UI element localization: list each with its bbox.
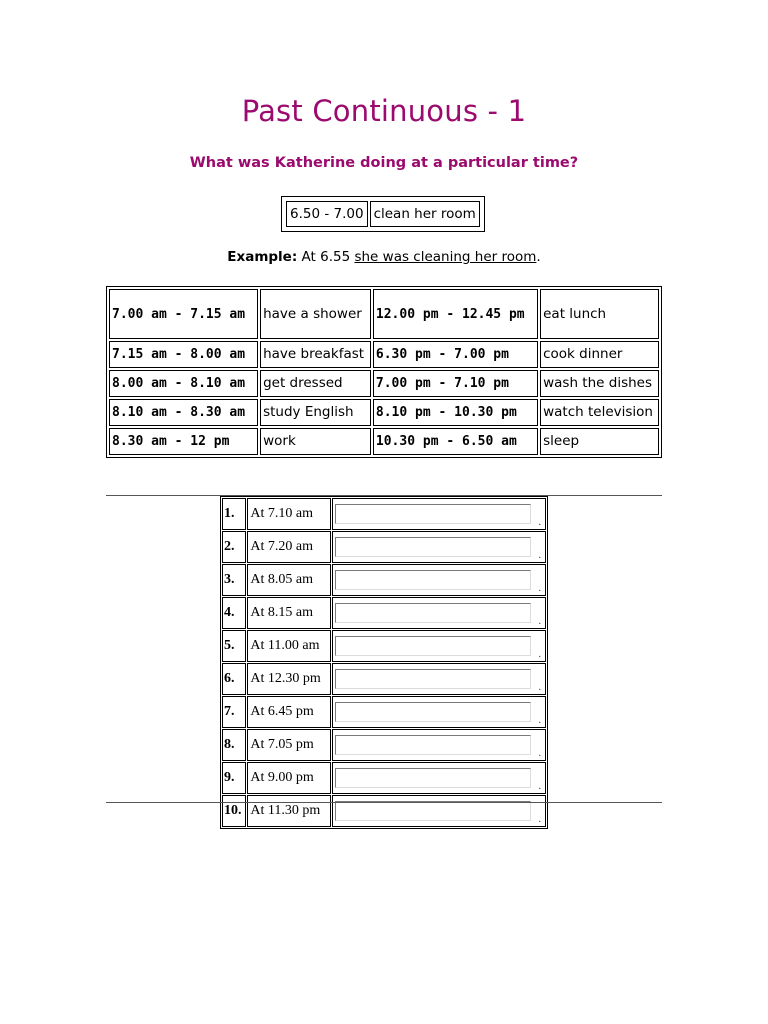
example-answer: she was cleaning her room — [354, 249, 537, 265]
example-end: . — [536, 249, 541, 265]
schedule-activity: work — [260, 428, 371, 455]
sentence-end: . — [538, 583, 541, 594]
sentence-end: . — [538, 781, 541, 792]
schedule-time: 7.00 am - 7.15 am — [109, 289, 258, 339]
example-row — [286, 201, 480, 227]
exercise-time: At 7.20 am — [247, 531, 331, 563]
exercise-answer-cell — [332, 564, 546, 596]
schedule-time: 12.00 pm - 12.45 pm — [373, 289, 538, 339]
answer-input-7[interactable] — [335, 702, 531, 722]
exercise-row — [222, 663, 546, 695]
exercise-answer-cell — [332, 795, 546, 827]
sentence-end: . — [538, 517, 541, 528]
answer-input-10[interactable] — [335, 801, 531, 821]
schedule-activity: have a shower — [260, 289, 371, 339]
schedule-table — [106, 286, 662, 458]
schedule-row — [109, 341, 659, 368]
sentence-end: . — [538, 682, 541, 693]
schedule-activity: study English — [260, 399, 371, 426]
sentence-end: . — [538, 715, 541, 726]
exercise-number: 10. — [222, 795, 246, 827]
page-subtitle: What was Katherine doing at a particular time? — [189, 155, 579, 171]
exercise-row — [222, 564, 546, 596]
sentence-end: . — [538, 649, 541, 660]
exercise-answer-cell — [332, 630, 546, 662]
sentence-end: . — [538, 616, 541, 627]
example-lead: At 6.55 — [297, 249, 355, 265]
exercise-time: At 8.05 am — [247, 564, 331, 596]
exercise-number: 6. — [222, 663, 246, 695]
answer-input-2[interactable] — [335, 537, 531, 557]
page-title: Past Continuous - 1 — [241, 94, 527, 128]
exercise-time: At 9.00 pm — [247, 762, 331, 794]
example-box — [281, 196, 485, 232]
schedule-time: 10.30 pm - 6.50 am — [373, 428, 538, 455]
exercise-row — [222, 531, 546, 563]
exercise-number: 7. — [222, 696, 246, 728]
exercise-row — [222, 795, 546, 827]
schedule-activity: cook dinner — [540, 341, 659, 368]
exercise-answer-cell — [332, 498, 546, 530]
answer-input-3[interactable] — [335, 570, 531, 590]
example-label: Example: — [227, 249, 298, 265]
example-time: 6.50 - 7.00 — [286, 201, 368, 227]
schedule-row — [109, 428, 659, 455]
schedule-row — [109, 289, 659, 339]
exercise-answer-cell — [332, 729, 546, 761]
schedule-row — [109, 370, 659, 397]
exercise-time: At 11.00 am — [247, 630, 331, 662]
schedule-activity: watch television — [540, 399, 659, 426]
exercise-row — [222, 696, 546, 728]
exercise-number: 9. — [222, 762, 246, 794]
sentence-end: . — [538, 748, 541, 759]
exercise-answer-cell — [332, 762, 546, 794]
exercise-row — [222, 597, 546, 629]
exercise-row — [222, 498, 546, 530]
schedule-activity: eat lunch — [540, 289, 659, 339]
exercise-time: At 8.15 am — [247, 597, 331, 629]
answer-input-5[interactable] — [335, 636, 531, 656]
schedule-time: 8.10 pm - 10.30 pm — [373, 399, 538, 426]
schedule-time: 7.00 pm - 7.10 pm — [373, 370, 538, 397]
exercise-number: 2. — [222, 531, 246, 563]
exercise-answer-cell — [332, 696, 546, 728]
schedule-row — [109, 399, 659, 426]
schedule-time: 8.30 am - 12 pm — [109, 428, 258, 455]
answer-input-4[interactable] — [335, 603, 531, 623]
answer-input-6[interactable] — [335, 669, 531, 689]
example-activity: clean her room — [370, 201, 480, 227]
exercise-time: At 12.30 pm — [247, 663, 331, 695]
schedule-time: 8.10 am - 8.30 am — [109, 399, 258, 426]
exercise-number: 8. — [222, 729, 246, 761]
answer-input-8[interactable] — [335, 735, 531, 755]
divider-bottom — [106, 802, 662, 803]
example-table — [284, 199, 482, 229]
schedule-activity: sleep — [540, 428, 659, 455]
exercise-table — [220, 496, 548, 829]
schedule-time: 7.15 am - 8.00 am — [109, 341, 258, 368]
schedule-time: 8.00 am - 8.10 am — [109, 370, 258, 397]
exercise-time: At 11.30 pm — [247, 795, 331, 827]
sentence-end: . — [538, 814, 541, 825]
exercise-time: At 7.10 am — [247, 498, 331, 530]
example-sentence — [0, 249, 768, 265]
sentence-end: . — [538, 550, 541, 561]
exercise-row — [222, 729, 546, 761]
exercise-row — [222, 762, 546, 794]
exercise-number: 4. — [222, 597, 246, 629]
schedule-activity: wash the dishes — [540, 370, 659, 397]
schedule-time: 6.30 pm - 7.00 pm — [373, 341, 538, 368]
exercise-time: At 6.45 pm — [247, 696, 331, 728]
exercise-answer-cell — [332, 597, 546, 629]
exercise-number: 1. — [222, 498, 246, 530]
schedule-activity: have breakfast — [260, 341, 371, 368]
answer-input-9[interactable] — [335, 768, 531, 788]
exercise-number: 5. — [222, 630, 246, 662]
answer-input-1[interactable] — [335, 504, 531, 524]
exercise-number: 3. — [222, 564, 246, 596]
exercise-answer-cell — [332, 663, 546, 695]
exercise-time: At 7.05 pm — [247, 729, 331, 761]
exercise-answer-cell — [332, 531, 546, 563]
exercise-row — [222, 630, 546, 662]
schedule-activity: get dressed — [260, 370, 371, 397]
